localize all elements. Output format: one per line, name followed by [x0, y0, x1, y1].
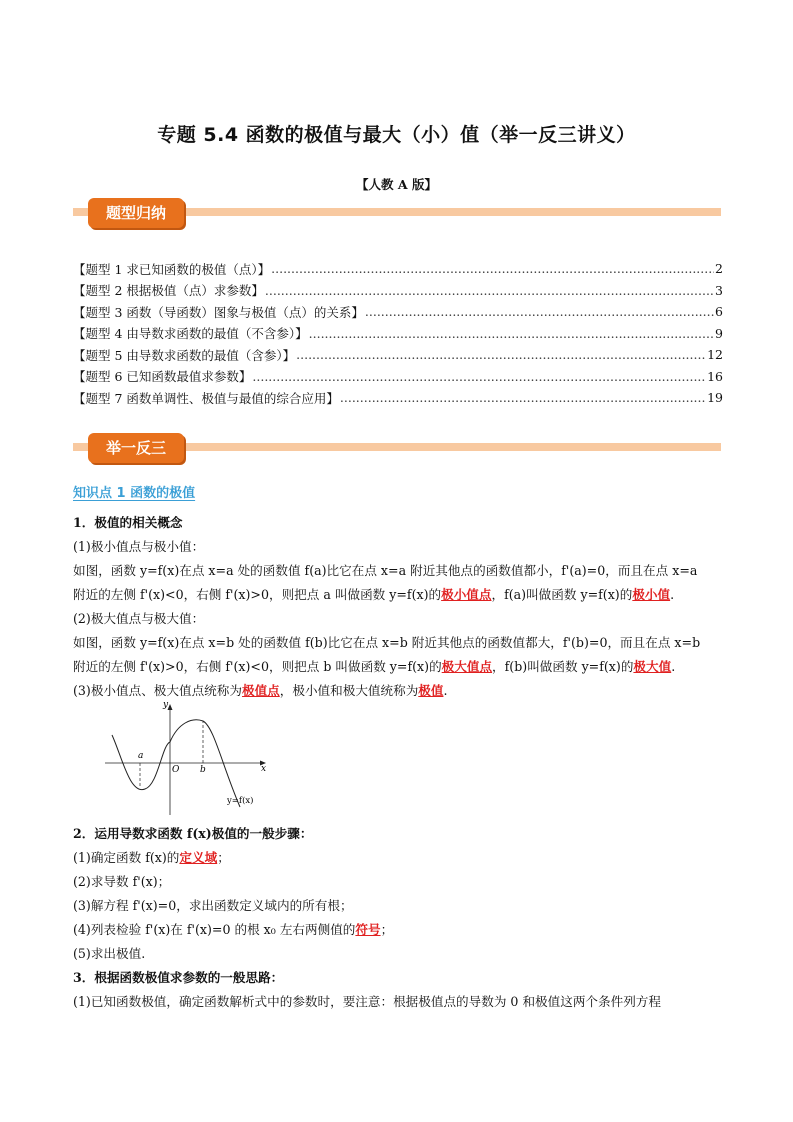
curve-label: y=f(x) — [227, 796, 254, 806]
step: (5)求出极值. — [73, 946, 146, 961]
y-label: y — [163, 700, 169, 710]
a-label: a — [138, 751, 144, 761]
toc-item[interactable]: 【题型 2 根据极值（点）求参数】 ..... 3 — [73, 280, 723, 302]
step: (2)求导数 f'(x)； — [73, 874, 171, 889]
edition-label: 【人教 A 版】 — [356, 177, 437, 192]
toc-item[interactable]: 【题型 3 函数（导函数）图象与极值（点）的关系】 ..... 6 — [73, 301, 723, 323]
paragraph: 附近的左侧 f'(x)>0，右侧 f'(x)<0，则把点 b 叫做函数 y=f(x)的极大值点，f(b)叫做函数 y=f(x)的极大值. — [73, 659, 676, 674]
paragraph: (3)极小值点、极大值点统称为极值点，极小值和极大值统称为极值. — [73, 683, 448, 698]
banner-examples: 举一反三 — [88, 433, 184, 463]
toc-item[interactable]: 【题型 7 函数单调性、极值与最值的综合应用】 ..... 19 — [73, 387, 723, 409]
section-heading: 2．运用导数求函数 f(x)极值的一般步骤： — [73, 826, 313, 841]
paragraph: (1)已知函数极值，确定函数解析式中的参数时，要注意：根据极值点的导数为 0 和极值这两个条件列方程 — [73, 994, 661, 1009]
paragraph: 如图，函数 y=f(x)在点 x=a 处的函数值 f(a)比它在点 x=a 附近其他点的函数值都小，f'(a)=0，而且在点 x=a — [73, 563, 698, 578]
origin-label: O — [172, 765, 180, 775]
y-axis-arrow — [168, 704, 173, 710]
function-graph — [100, 697, 280, 815]
table-of-contents — [73, 258, 723, 409]
b-label: b — [200, 765, 206, 775]
section-heading: 3．根据函数极值求参数的一般思路： — [73, 970, 284, 985]
paragraph: 附近的左侧 f'(x)<0，右侧 f'(x)>0，则把点 a 叫做函数 y=f(x)的极小值点，f(a)叫做函数 y=f(x)的极小值. — [73, 587, 675, 602]
banner-question-types: 题型归纳 — [88, 198, 184, 228]
paragraph: (1)极小值点与极小值： — [73, 539, 205, 554]
toc-item[interactable]: 【题型 1 求已知函数的极值（点）】 ..... 2 — [73, 258, 723, 280]
step: (4)列表检验 f'(x)在 f'(x)=0 的根 x₀ 左右两侧值的符号； — [73, 922, 394, 937]
x-label: x — [261, 764, 267, 774]
function-curve — [112, 720, 240, 807]
page-title: 专题 5.4 函数的极值与最大（小）值（举一反三讲义） — [157, 124, 636, 146]
step: (1)确定函数 f(x)的定义域； — [73, 850, 230, 865]
paragraph: 如图，函数 y=f(x)在点 x=b 处的函数值 f(b)比它在点 x=b 附近其他点的函数值都大，f'(b)=0，而且在点 x=b — [73, 635, 701, 650]
paragraph: (2)极大值点与极大值： — [73, 611, 205, 626]
step: (3)解方程 f'(x)=0，求出函数定义域内的所有根； — [73, 898, 353, 913]
toc-item[interactable]: 【题型 6 已知函数最值求参数】 ..... 16 — [73, 366, 723, 388]
knowledge-point-heading: 知识点 1 函数的极值 — [73, 486, 196, 501]
toc-item[interactable]: 【题型 4 由导数求函数的最值（不含参）】 ..... 9 — [73, 323, 723, 345]
toc-item[interactable]: 【题型 5 由导数求函数的最值（含参）】 ..... 12 — [73, 344, 723, 366]
section-heading: 1．极值的相关概念 — [73, 515, 183, 530]
